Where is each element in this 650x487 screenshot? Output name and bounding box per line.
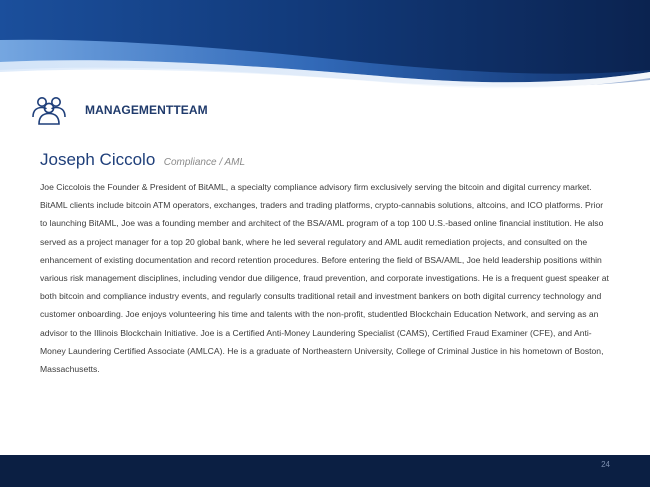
person-bio: Joe Ciccolois the Founder & President of BitAML, a specialty compliance advisory firm exclusively serving the bitcoin and digital currency market. BitAML clients include bitcoin ATM operators, exchanges, traders and trading platforms, crypto-cannabis solutions, altcoins, and ICO platforms. Prior to launching BitAML, Joe was a founding member and architect of the BSA/AML program of a top 100 U.S.-based online financial institution. He also served as a project manager for a top 20 global bank, where he led several regulatory and AML audit remediation projects, and consulted on the enhancement of existing documentation and record retention procedures. Before entering the field of BSA/AML, Joe held leadership positions within various risk management disciplines, including vendor due diligence, fraud prevention, and corporate investigations. He is a frequent guest speaker at both bitcoin and compliance industry events, and regularly consults traditional retail and investment bankers on both digital currency technology and customer onboarding. Joe enjoys volunteering his time and talents with the non-profit, studentled Blockchain Education Network, and serving as an advisor to the Illinois Blockchain Initiative. Joe is a Certified Anti-Money Laundering Specialist (CAMS), Certified Fraud Examiner (CFE), and Anti-Money Laundering Certified Associate (AMLCA). He is a graduate of Northeastern University, College of Criminal Justice in his hometown of Boston, Massachusetts. bbox=[40, 182, 609, 375]
header-wave-banner bbox=[0, 0, 650, 90]
people-group-icon bbox=[31, 95, 67, 125]
person-heading bbox=[40, 150, 245, 170]
section-header bbox=[31, 95, 208, 125]
page-number: 24 bbox=[601, 460, 610, 469]
section-title: MANAGEMENTTEAM bbox=[85, 103, 208, 117]
person-role: Compliance / AML bbox=[163, 157, 246, 168]
footer-bar bbox=[0, 455, 650, 487]
person-name: Joseph Ciccolo bbox=[40, 150, 156, 169]
